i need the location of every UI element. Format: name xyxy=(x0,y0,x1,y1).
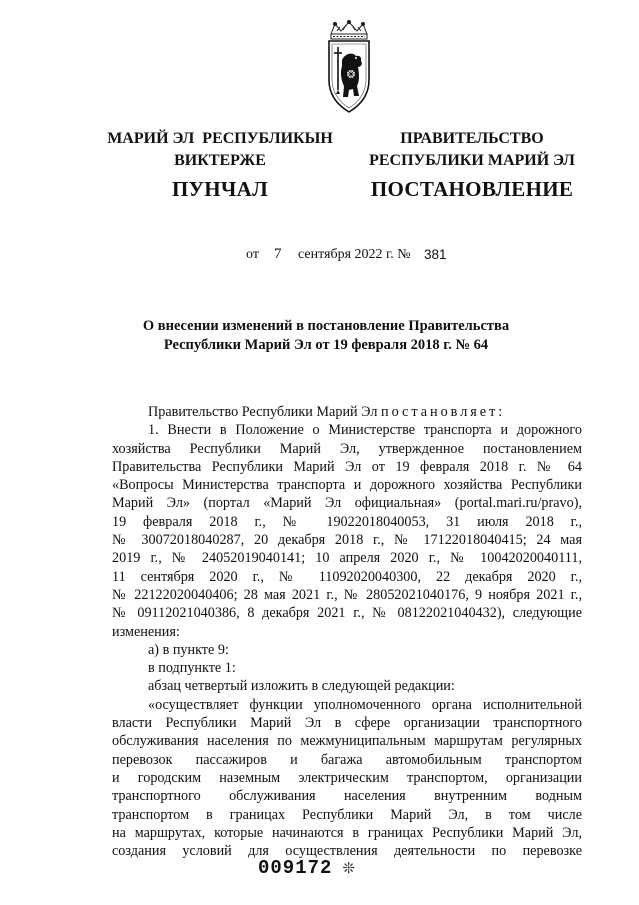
intro-paragraph xyxy=(112,403,582,421)
ornament-star-icon: ❊ xyxy=(342,859,356,877)
body-line: 1. Внести в Положение о Министерстве транспорта и дорожного xyxy=(148,422,582,439)
body-line: на маршрутах, которые начинаются в границах Республики Марий Эл, xyxy=(112,824,582,841)
serial-number: 009172 xyxy=(258,857,333,879)
body-line: перевозок пассажиров и багажа автомобильным транспортом xyxy=(112,751,582,768)
header-right-line2: РЕСПУБЛИКИ МАРИЙ ЭЛ xyxy=(369,152,575,169)
coat-of-arms-icon xyxy=(323,20,375,118)
body-line: 2019 г., № 24052019040141; 10 апреля 2020 г., № 10042020040111, xyxy=(112,550,582,567)
body-line: «осуществляет функции уполномоченного органа исполнительной xyxy=(148,696,582,713)
body-line: создания условий для осуществления деятельности по перевозке xyxy=(112,843,582,860)
date-month-year: сентября 2022 г. № xyxy=(298,247,411,262)
header-left-line2: ВИКТЕРЖЕ xyxy=(174,152,266,169)
body-line: абзац четвертый изложить в следующей редакции: xyxy=(148,678,455,695)
header-right-authority xyxy=(356,128,588,172)
document-number: 381 xyxy=(424,247,447,262)
body-line: и городским наземным электрическим транспортом, организации xyxy=(112,769,582,786)
title-line-2: Республики Марий Эл от 19 февраля 2018 г. № 64 xyxy=(163,337,489,353)
body-line: Марий Эл» (портал «Марий Эл официальная» (portal.mari.ru/pravo), xyxy=(112,495,582,512)
body-line: № 09112021040386, 8 декабря 2021 г., № 08122021040432), следующие xyxy=(112,605,582,622)
intro-resolves: постановляет: xyxy=(380,404,506,420)
body-line: обслуживания населения по межмуниципальным маршрутам регулярных xyxy=(112,733,582,750)
header-left-authority xyxy=(96,128,344,172)
body-line: Правительства Республики Марий Эл от 19 февраля 2018 г. № 64 xyxy=(112,458,582,475)
body-line: «Вопросы Министерства транспорта и дорожного хозяйства Республики xyxy=(112,477,582,494)
document-type-mari: ПУНЧАЛ xyxy=(171,177,269,201)
document-body xyxy=(112,403,582,860)
title-line-1: О внесении изменений в постановление Правительства xyxy=(142,318,510,334)
body-line: в подпункте 1: xyxy=(148,660,236,677)
body-line: хозяйства Республики Марий Эл, утвержденное постановлением xyxy=(112,440,582,457)
body-line: 11 сентября 2020 г., № 11092020040300, 22 декабря 2020 г., xyxy=(112,568,582,585)
header-left-line1: МАРИЙ ЭЛ РЕСПУБЛИКЫН xyxy=(107,130,333,147)
header-right-line1: ПРАВИТЕЛЬСТВО xyxy=(400,130,544,147)
body-line: а) в пункте 9: xyxy=(148,641,229,658)
date-prefix: от xyxy=(246,247,259,262)
date-day: 7 xyxy=(274,246,282,262)
document-title xyxy=(100,317,552,355)
body-line: власти Республики Марий Эл в сфере организации транспортного xyxy=(112,715,582,732)
body-line: № 30072018040287, 20 декабря 2018 г., № 17122018040415; 24 мая xyxy=(112,532,582,549)
document-type-russian: ПОСТАНОВЛЕНИЕ xyxy=(370,177,574,201)
intro-government: Правительство Республики Марий Эл xyxy=(148,404,378,420)
body-line: 19 февраля 2018 г., № 19022018040053, 31 июля 2018 г., xyxy=(112,513,582,530)
body-line: изменения: xyxy=(112,623,180,640)
body-line: транспортного обслуживания населения внутренним водным xyxy=(112,788,582,805)
form-serial-number xyxy=(258,857,356,879)
body-line: № 22122020040406; 28 мая 2021 г., № 28052021040176, 9 ноября 2021 г., xyxy=(112,586,582,603)
body-line: транспортом в границах Республики Марий Эл, в том числе xyxy=(112,806,582,823)
